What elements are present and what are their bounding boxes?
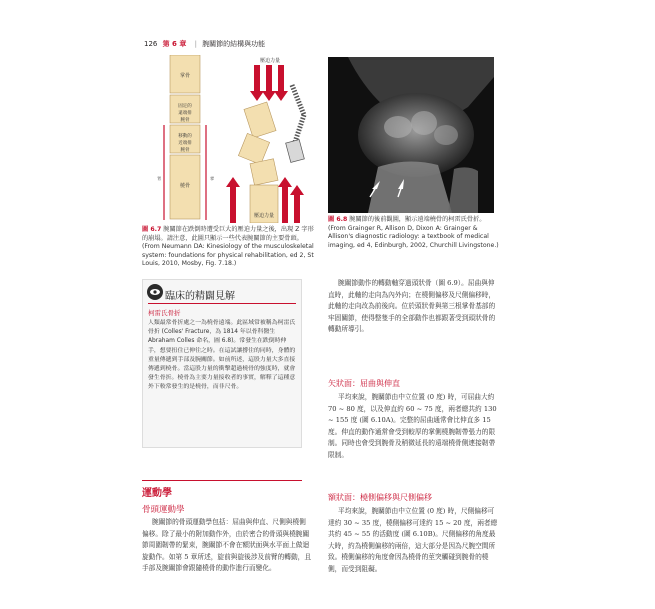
kinematics-top-rule (142, 480, 302, 481)
carpal-bone-3 (434, 125, 458, 145)
palmar-side-label: 掌 (210, 176, 215, 181)
osteokinematics-paragraph: 腕關節的骨頭運動學包括：屈曲與伸直、尺側與橈側偏移。除了最小的附加動作外，由於密合的骨頭與橈腕關節周圍韌帶的緊束，腕關節不會在額狀面與水平面上做迴旋動作。如第 5 章所述，旋前與旋後涉及前臂的轉動，且手部及腕關節會跟隨橈骨的動作進行而變化。 (142, 518, 312, 573)
rotation-axis-paragraph: 腕關節動作的轉動軸穿過頭狀骨（圖 6.9）。屈曲與伸直時，此軸的走向為內外向；在橈側偏移及尺側偏移時，此軸的走向改為前後向。位於頭狀骨與第三根掌骨基部的牢固關節，使得整隻手的全部動作也都跟著受到頭狀骨的轉動所導引。 (328, 279, 496, 334)
sagittal-plane-paragraph: 平均來說，腕關節由中立位置 (0 度) 時，可屈曲大約 70 ~ 80 度，以及伸直約 60 ~ 75 度，兩者總共約 130 ~ 155 度 (圖 6.10A)。完整的屈曲通常會比伸直多 15 度。伸直的動作通常會受到較厚的掌側橈腕韌帶張力的限制。同時也會受到腕骨及稍微延長的遠端橈骨側連接韌帶限制。 (328, 393, 497, 459)
figure-6-8-caption (328, 216, 500, 250)
figure-6-8-number: 圖 6.8 (328, 216, 348, 223)
force-arrow-down-2 (262, 65, 276, 101)
clinical-insight-text: 人類最常骨折處之一為橈骨遠端。此區域常被稱為柯雷氏骨折 (Colles' Fracture，為 1814 年以骨科醫生 Abraham Colles 命名，圖 6.8)。常發生在跌倒時伸手，想要扭住已伸往之時。在這試讓撐住的同時，身體的重量傳遞到手部及腕關節。如前所述，這股力量大多直接傳遞到橈骨。當這股力量的衝擊超過橈骨的強度時，就會發生骨折。橈骨為主要力量接收者的事實，解釋了這種意外下較常發生的是橈骨，而非尺骨。 (148, 320, 296, 391)
kinematics-heading: 運動學 (142, 488, 172, 499)
carpal-bone-2 (411, 111, 437, 135)
frontal-plane-paragraph: 平均來說，腕關節由中立位置 (0 度) 時，尺側偏移可達約 30 ~ 35 度，橈側偏移可達約 15 ~ 20 度，兩者總共約 45 ~ 55 的活動度 (圖 6.10B)。尺側偏移的角度最大時，約為橈側偏移的兩倍，這大部分是因為尺腕空間所致。橈側偏移的角度會因為橈骨的莖突觸碰到腕骨的橈側，而受到阻礙。 (328, 507, 498, 573)
figure-6-8-text: 腕關節的後前觀圖，顯示遠端橈骨的柯雷氏骨折。(From Grainger R, Allison D, Dixon A: Grainger & Allison's diagnostic radiology: a textbook of medical imaging, ed 4, Edinburgh, 2002, Churchill Livingstone.) (328, 216, 499, 249)
header-separator: | (194, 40, 197, 48)
frontal-plane-heading: 額狀面：橈側偏移與尺側偏移 (328, 493, 432, 502)
compression-force-top-label: 壓迫力量 (259, 58, 281, 64)
metacarpal-label: 掌骨 (179, 73, 191, 79)
chain-block (286, 140, 305, 163)
force-arrow-up-2 (278, 177, 292, 223)
force-arrow-down-3 (274, 65, 288, 101)
eye-icon (147, 284, 163, 300)
clinical-insight-rule (148, 303, 296, 304)
fixed-carpal-label-3: 腕骨 (180, 118, 190, 123)
clinical-insight-title: 臨床的精闢見解 (165, 291, 235, 302)
collapsed-carpal-2 (250, 159, 278, 186)
mobile-carpal-label: 移動的 (178, 134, 192, 139)
chain-link-1 (292, 85, 304, 115)
force-arrow-up-3 (290, 185, 304, 223)
wrist-collapse-illustration (142, 55, 320, 223)
clinical-insight-icon (147, 284, 163, 300)
dorsal-side-label: 背 (157, 176, 162, 181)
figure-6-7-caption (142, 226, 314, 269)
fixed-carpal-label-2: 遠端排 (178, 111, 192, 116)
page-header (144, 39, 265, 49)
chapter-label: 第 6 章 (162, 40, 187, 48)
force-arrow-up-1 (226, 177, 240, 223)
collapsed-carpal-1 (238, 133, 269, 164)
carpal-bone-1 (384, 116, 412, 138)
page-number: 126 (144, 40, 158, 48)
chapter-title: 腕關節的結構與功能 (202, 40, 266, 48)
fixed-carpal-label: 固定的 (178, 104, 192, 109)
collapsed-metacarpal (244, 102, 276, 138)
osteokinematics-heading: 骨頭運動學 (142, 505, 185, 515)
sagittal-plane-heading: 矢狀面：屈曲與伸直 (328, 379, 400, 388)
compression-force-bottom-label: 壓迫力量 (253, 213, 275, 219)
clinical-insight-box (142, 279, 302, 448)
zigzag-chain-diagram (286, 85, 305, 162)
xray-image (328, 57, 494, 213)
force-arrow-down-1 (250, 65, 264, 101)
clinical-insight-subtitle: 柯雷氏骨折 (148, 309, 181, 317)
mobile-carpal-label-3: 腕骨 (180, 148, 190, 153)
radius-label: 橈骨 (179, 183, 191, 189)
figure-6-7-text: 腕關節在跌倒時遭受巨大的壓迫力量之後，出現 Z 字形的崩塌。請注意，此圖只顯示一些代表腕關節的主要骨頭。(From Neumann DA: Kinesiology of the musculoskeletal system: foundations for physical rehabilitation, ed 2, St Louis, 2010, Mosby, Fig. 7.18.) (142, 226, 314, 268)
figure-6-7-number: 圖 6.7 (142, 226, 162, 233)
mobile-carpal-label-2: 近端排 (178, 141, 192, 146)
